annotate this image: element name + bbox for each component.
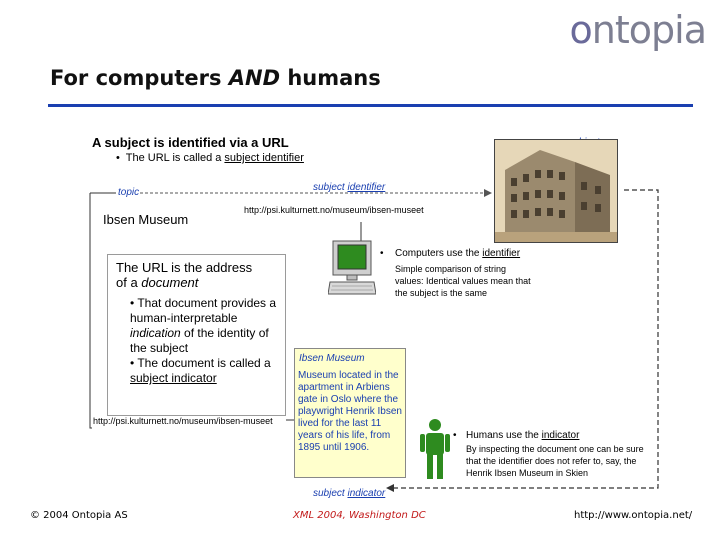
slide-title: For computers AND humans: [50, 66, 381, 90]
ontopia-logo: ontopia: [569, 8, 706, 52]
computers-heading: Computers use the identifier: [395, 248, 521, 259]
person-icon: [420, 418, 450, 485]
note-body: Museum located in the apartment in Arbiens gate in Oslo where the playwright Henrik Ibsen lived for the last 11 years of his life, from 1895 until 1906.: [298, 370, 402, 453]
footer-copyright: © 2004 Ontopia AS: [30, 510, 128, 521]
footer-url[interactable]: http://www.ontopia.net/: [574, 510, 693, 521]
footer-event: XML 2004, Washington DC: [293, 510, 426, 521]
topic-name: Ibsen Museum: [103, 212, 189, 227]
identifier-bullet: • The URL is called a subject identifier: [116, 152, 304, 164]
computers-description: Simple comparison of string values: Identical values mean that the subject is the same: [395, 264, 531, 298]
identifier-url[interactable]: http://psi.kulturnett.no/museum/ibsen-museet: [244, 205, 424, 215]
humans-description: By inspecting the document one can be sure that the identifier does not refer to, say, the Henrik Ibsen Museum in Skien: [466, 444, 644, 478]
document-heading: The URL is the address of a document: [116, 260, 253, 290]
computers-bullet-marker: •: [380, 248, 384, 259]
note-title: Ibsen Museum: [299, 353, 365, 364]
humans-bullet-marker: •: [453, 430, 457, 441]
document-url[interactable]: http://psi.kulturnett.no/museum/ibsen-museet: [93, 416, 273, 426]
topic-label: topic: [118, 187, 140, 198]
computer-icon: [328, 240, 376, 301]
intro-heading: A subject is identified via a URL: [92, 135, 289, 150]
document-bullet-indication: • That document provides a human-interpretable indication of the identity of the subject: [130, 296, 277, 355]
subject-identifier-label: subject identifier: [313, 182, 386, 193]
humans-heading: Humans use the indicator: [466, 430, 580, 441]
document-bullet-indicator: • The document is called a subject indicator: [130, 356, 271, 385]
subject-indicator-label: subject indicator: [313, 488, 386, 499]
